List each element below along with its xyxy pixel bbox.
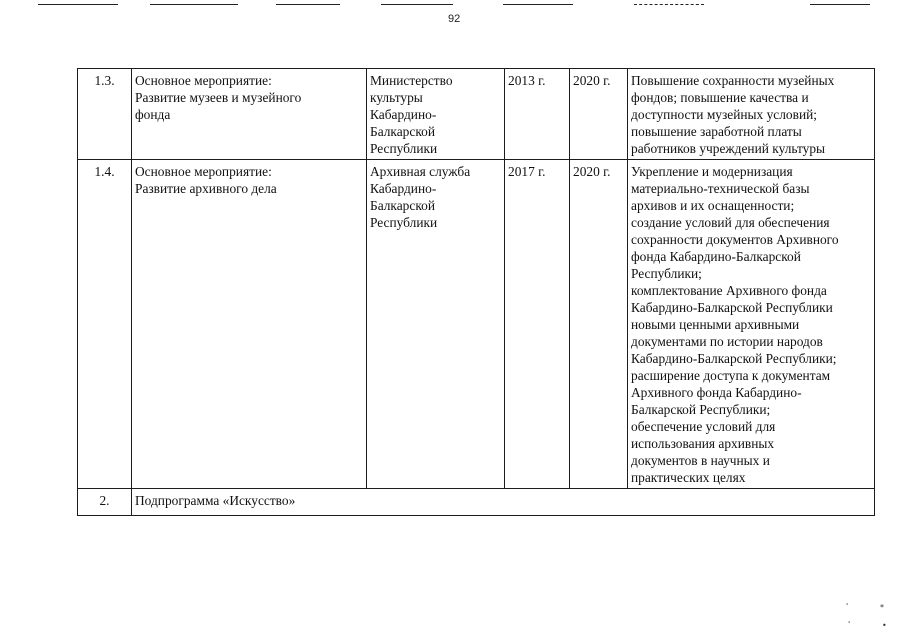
scan-speck: *: [880, 603, 884, 612]
row-number: 1.4.: [78, 160, 132, 489]
result-line: создание условий для обеспечения: [631, 215, 830, 230]
result-line: документами по истории народов: [631, 334, 823, 349]
result-line: Балкарской Республики;: [631, 402, 771, 417]
result-line: сохранности документов Архивного: [631, 232, 839, 247]
executor-line: Кабардино-: [370, 107, 437, 122]
event-line: Основное мероприятие:: [135, 73, 272, 88]
scan-speck: ': [846, 602, 849, 611]
top-rule-1: [38, 4, 118, 5]
result-line: повышение заработной платы: [631, 124, 802, 139]
event-cell: [132, 69, 367, 160]
result-line: Повышение сохранности музейных: [631, 73, 835, 88]
end-year-cell: 2020 г.: [570, 160, 628, 489]
result-line: Кабардино-Балкарской Республики;: [631, 351, 837, 366]
result-line: фонда Кабардино-Балкарской: [631, 249, 801, 264]
scan-speck: ': [848, 620, 851, 629]
executor-line: Республики: [370, 215, 438, 230]
event-line: фонда: [135, 107, 171, 122]
result-line: архивов и их оснащенности;: [631, 198, 795, 213]
result-line: новыми ценными архивными: [631, 317, 800, 332]
result-line: фондов; повышение качества и: [631, 90, 809, 105]
result-line: работников учреждений культуры: [631, 141, 826, 156]
executor-line: Балкарской: [370, 198, 436, 213]
top-rule-5: [503, 4, 573, 5]
result-cell: [628, 69, 875, 160]
program-table: [77, 68, 875, 516]
event-line: Основное мероприятие:: [135, 164, 272, 179]
subprogram-title: Подпрограмма «Искусство»: [132, 489, 875, 516]
result-line: документов в научных и: [631, 453, 770, 468]
result-line: обеспечение условий для: [631, 419, 776, 434]
end-year-cell: 2020 г.: [570, 69, 628, 160]
scan-speck: •: [882, 621, 887, 630]
result-line: Кабардино-Балкарской Республики: [631, 300, 833, 315]
result-line: расширение доступа к документам: [631, 368, 831, 383]
result-line: использования архивных: [631, 436, 775, 451]
top-rule-7: [810, 4, 870, 5]
result-line: Укрепление и модернизация: [631, 164, 793, 179]
result-line: доступности музейных условий;: [631, 107, 817, 122]
executor-cell: [367, 69, 505, 160]
executor-line: культуры: [370, 90, 423, 105]
top-rule-4: [381, 4, 453, 5]
executor-line: Балкарской: [370, 124, 436, 139]
top-rule-2: [150, 4, 238, 5]
subprogram-number: 2.: [78, 489, 132, 516]
page-number: 92: [448, 13, 461, 25]
event-line: Развитие музеев и музейного: [135, 90, 302, 105]
result-cell: [628, 160, 875, 489]
event-line: Развитие архивного дела: [135, 181, 277, 196]
executor-cell: [367, 160, 505, 489]
result-line: практических целях: [631, 470, 746, 485]
result-line: Архивного фонда Кабардино-: [631, 385, 802, 400]
start-year-cell: 2013 г.: [505, 69, 570, 160]
start-year-cell: 2017 г.: [505, 160, 570, 489]
result-line: материально-технической базы: [631, 181, 810, 196]
row-number: 1.3.: [78, 69, 132, 160]
executor-line: Кабардино-: [370, 181, 437, 196]
result-line: Республики;: [631, 266, 702, 281]
executor-line: Министерство: [370, 73, 453, 88]
executor-line: Архивная служба: [370, 164, 471, 179]
table-row: [78, 69, 875, 160]
top-rule-6: [634, 4, 704, 5]
subprogram-row: [78, 489, 875, 516]
result-line: комплектование Архивного фонда: [631, 283, 827, 298]
top-rule-3: [276, 4, 340, 5]
executor-line: Республики: [370, 141, 438, 156]
table-row: [78, 160, 875, 489]
event-cell: [132, 160, 367, 489]
